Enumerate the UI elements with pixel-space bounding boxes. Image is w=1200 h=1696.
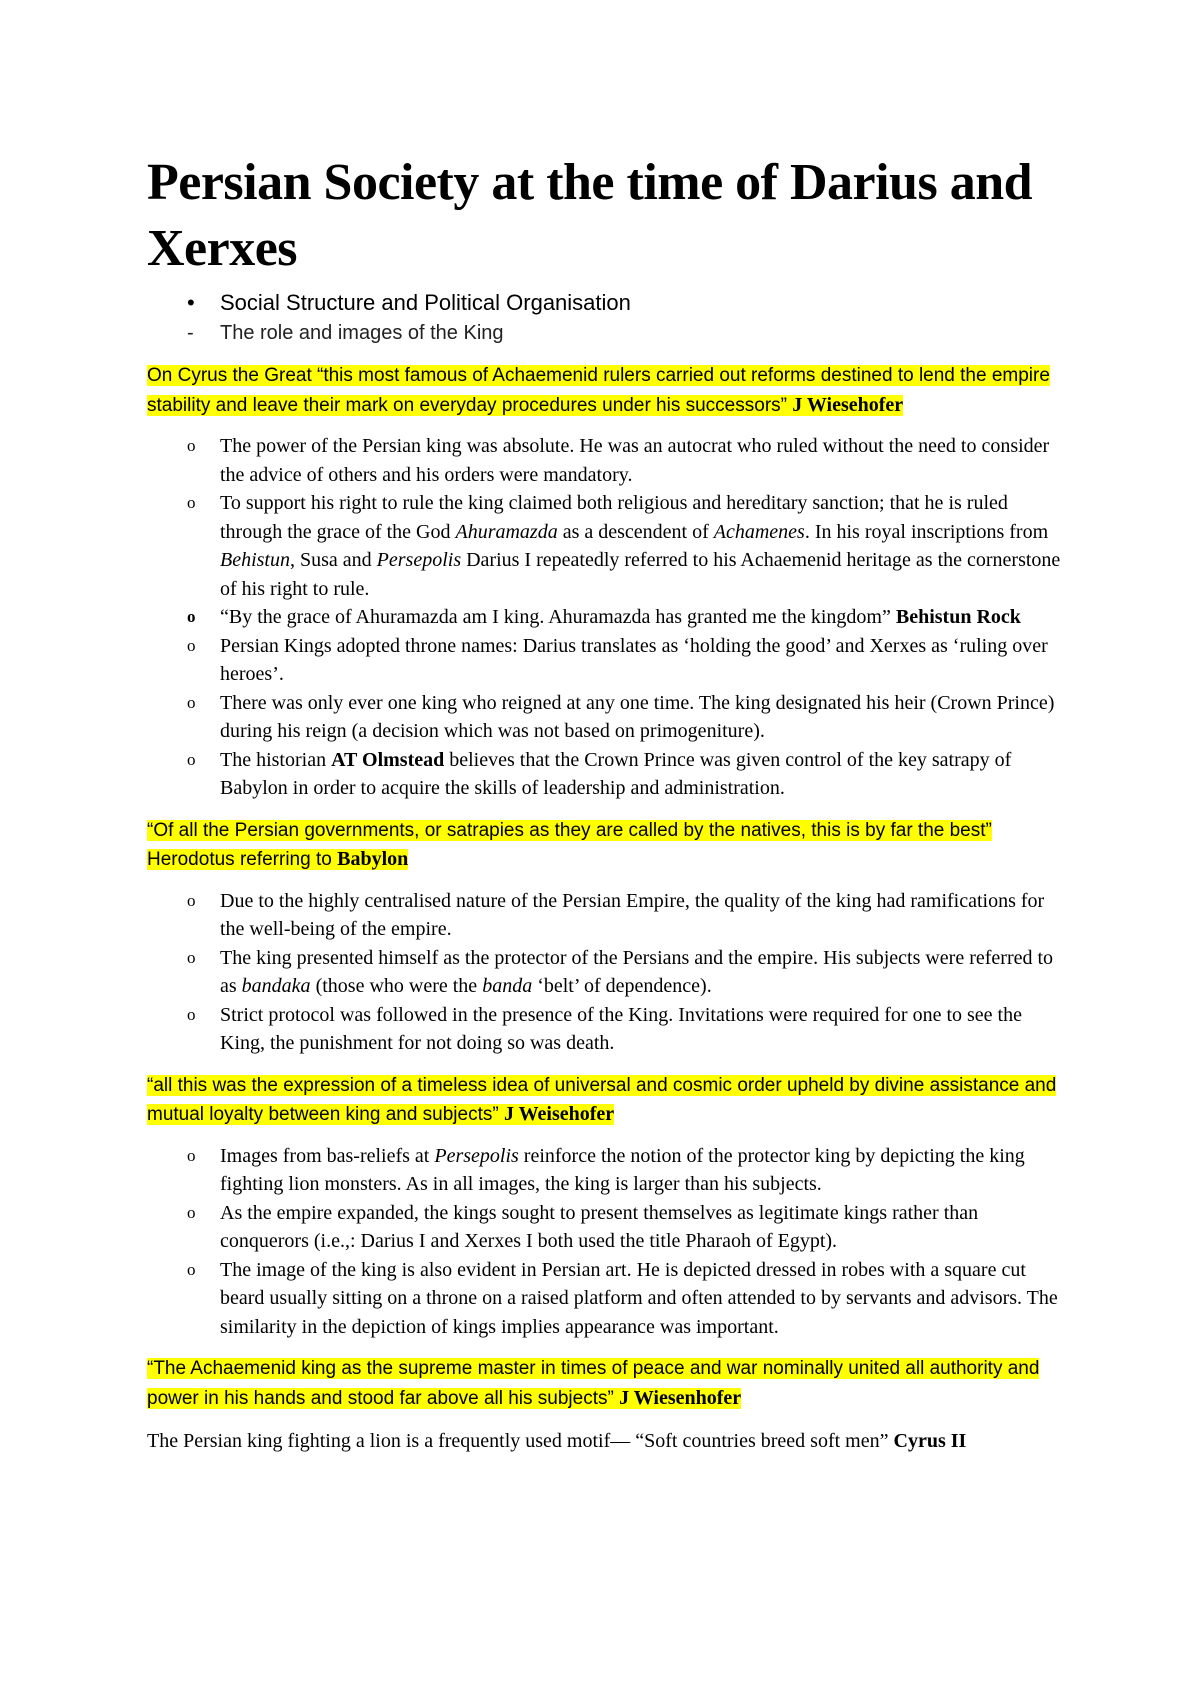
list-item-text: (those who were the — [310, 975, 483, 997]
bold-text: AT Olmstead — [331, 748, 445, 771]
list-item — [147, 603, 1067, 632]
quote-author: J Wiesenhofer — [619, 1386, 742, 1409]
list-item — [147, 1199, 1067, 1256]
list-item-text: The image of the king is also evident in Persian art. He is depicted dressed in robes with a square cut beard usually sitting on a throne on a raised platform and often attended to by servants and advisors. The similarity in the depiction of kings implies appearance was important. — [220, 1258, 1058, 1338]
document-page — [147, 150, 1067, 1456]
list-item-text: , Susa and — [290, 549, 377, 571]
emphasis-text: Achamenes — [713, 520, 805, 543]
list-marker: o — [187, 1259, 196, 1279]
bold-text: Behistun Rock — [895, 606, 1021, 628]
emphasis-text: Behistun — [220, 549, 290, 571]
closing-author: Cyrus II — [893, 1430, 967, 1452]
emphasis-text: Ahuramazda — [455, 520, 558, 543]
emphasis-text: bandaka — [241, 975, 311, 997]
list-item-text: There was only ever one king who reigned at any one time. The king designated his heir (Crown Prince) during his reign (a decision which was not based on primogeniture). — [220, 691, 1055, 742]
list-item — [147, 944, 1067, 1001]
section-heading-text: Social Structure and Political Organisation — [220, 290, 631, 315]
list-marker: o — [187, 1145, 196, 1165]
list-item-text: reinforce the notion of the protector king by depicting the king fighting lion monsters. As in all images, the king is larger than his subjects. — [220, 1144, 1025, 1195]
list-item-text: “By the grace of Ahuramazda am I king. Ahuramazda has granted me the kingdom” — [220, 606, 896, 628]
emphasis-text: Persepolis — [376, 549, 462, 571]
list-item-text: The power of the Persian king was absolute. He was an autocrat who ruled without the need to consider the advice of others and his orders were mandatory. — [220, 435, 1050, 486]
list-item-text: Strict protocol was followed in the presence of the King. Invitations were required for one to see the King, the punishment for not doing so was death. — [220, 1003, 1022, 1054]
list-marker: o — [187, 890, 196, 910]
section-heading — [147, 288, 1067, 318]
quote-text: “Of all the Persian governments, or satrapies as they are called by the natives, this is by far the best” Herodotus referring to — [147, 819, 992, 870]
list-item — [147, 432, 1067, 489]
list-item — [147, 1256, 1067, 1342]
list-item-text: The king presented himself as the protector of the Persians and the empire. His subjects were referred to as — [220, 946, 1054, 997]
quote-author: Babylon — [337, 848, 409, 870]
quote-text: On Cyrus the Great “this most famous of Achaemenid rulers carried out reforms destined to lend the empire stability and leave their mark on everyday procedures under his successors” — [147, 365, 1050, 416]
list-item — [147, 746, 1067, 803]
subheading — [147, 318, 1067, 348]
king-power-list — [147, 432, 1067, 803]
list-item-text: To support his right to rule the king claimed both religious and hereditary sanction; that he is ruled through the grace of the God — [220, 492, 1008, 543]
list-item — [147, 689, 1067, 746]
quote-author: J Wiesehofer — [792, 393, 904, 416]
emphasis-text: Persepolis — [434, 1144, 519, 1167]
list-marker: o — [187, 1004, 196, 1024]
king-quality-list — [147, 887, 1067, 1058]
quote-herodotus — [147, 817, 1067, 875]
list-item — [147, 489, 1067, 603]
list-item-text: As the empire expanded, the kings sought to present themselves as legitimate kings rather than conquerors (i.e.,: Darius I and Xerxes I both used the title Pharaoh of Egypt). — [220, 1201, 979, 1252]
list-item — [147, 1142, 1067, 1199]
quote-author: J Weisehofer — [503, 1103, 615, 1125]
closing-text: The Persian king fighting a lion is a frequently used motif— “Soft countries breed soft men” — [147, 1430, 889, 1452]
list-item — [147, 887, 1067, 944]
list-item-text: believes that the Crown Prince was given control of the key satrapy of Babylon in order to acquire the skills of leadership and administration. — [220, 748, 1012, 799]
list-item-text: Due to the highly centralised nature of the Persian Empire, the quality of the king had ramifications for the well-being of the empire. — [220, 889, 1045, 940]
list-item — [147, 1001, 1067, 1058]
quote-wiesehofer — [147, 362, 1067, 420]
emphasis-text: banda — [482, 975, 533, 997]
bullet-icon: • — [187, 290, 195, 315]
list-item-text: Darius I repeatedly referred to his Achaemenid heritage as the cornerstone of his right to rule. — [220, 549, 1061, 600]
dash-icon: - — [187, 322, 194, 344]
list-item-text: Persian Kings adopted throne names: Darius translates as ‘holding the good’ and Xerxes as ‘ruling over heroes’. — [220, 634, 1048, 685]
closing-paragraph — [147, 1427, 1067, 1456]
list-item-text: ‘belt’ of dependence). — [532, 975, 712, 997]
list-marker: o — [187, 749, 196, 769]
list-item-text: . In his royal inscriptions from — [804, 520, 1049, 543]
page-title: Persian Society at the time of Darius and Xerxes — [147, 154, 1033, 277]
list-marker: o — [187, 607, 196, 626]
list-item-text: as a descendent of — [557, 520, 714, 543]
list-marker: o — [187, 493, 196, 512]
king-image-list — [147, 1142, 1067, 1342]
quote-wiesenhofer — [147, 1355, 1067, 1413]
quote-weisehofer — [147, 1072, 1067, 1130]
list-marker: o — [187, 1202, 196, 1222]
list-marker: o — [187, 635, 196, 655]
list-marker: o — [187, 692, 196, 712]
quote-text: “all this was the expression of a timeless idea of universal and cosmic order upheld by divine assistance and mutual loyalty between king and subjects” — [147, 1074, 1057, 1125]
list-marker: o — [187, 947, 196, 967]
list-marker: o — [187, 436, 196, 455]
subheading-text: The role and images of the King — [220, 322, 504, 344]
quote-text: “The Achaemenid king as the supreme master in times of peace and war nominally united all authority and power in his hands and stood far above all his subjects” — [147, 1358, 1040, 1409]
list-item-text: The historian — [220, 748, 332, 771]
list-item — [147, 632, 1067, 689]
list-item-text: Images from bas-reliefs at — [220, 1144, 435, 1167]
